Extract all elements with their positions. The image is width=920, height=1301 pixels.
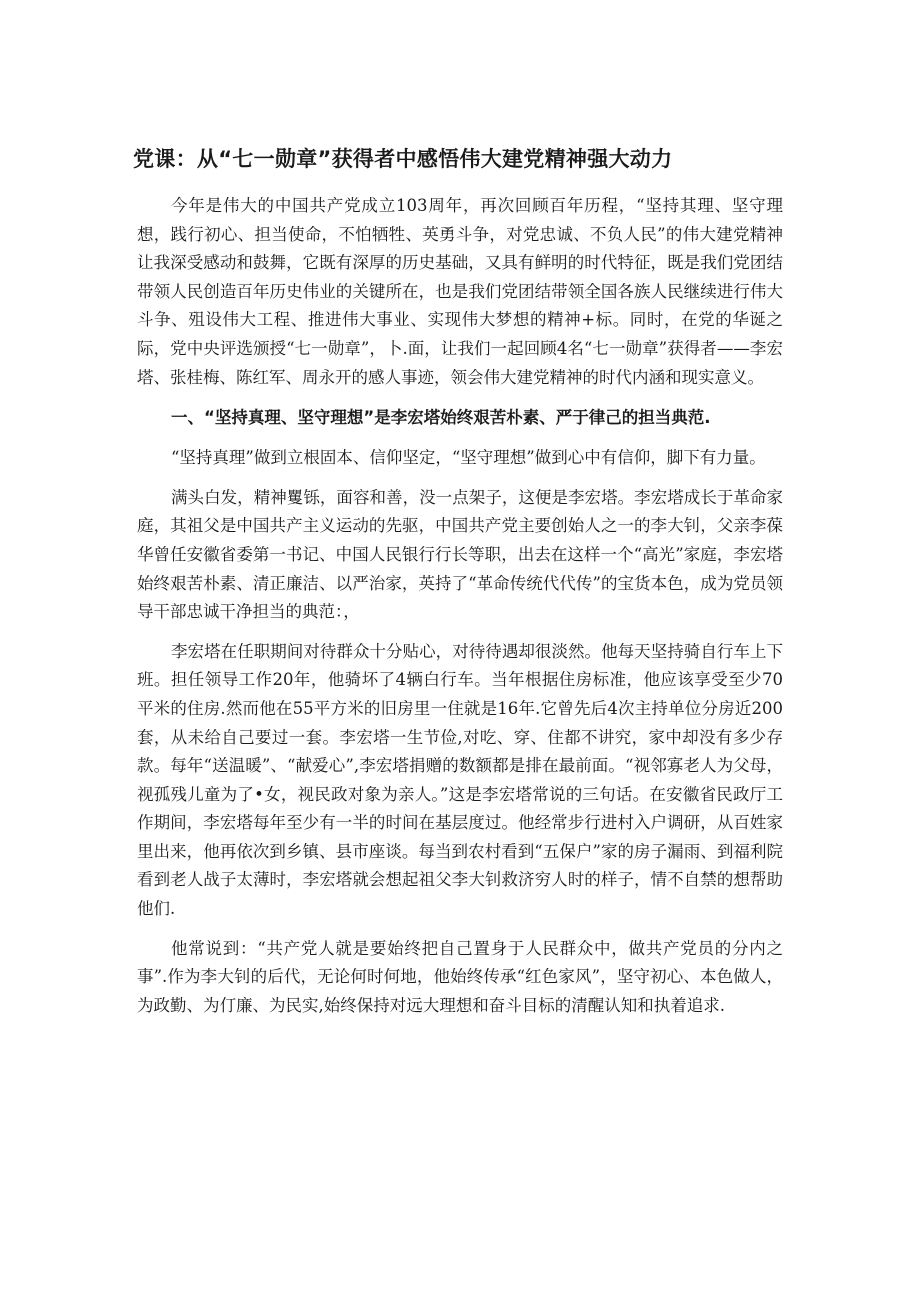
body-paragraph-3: 李宏塔在任职期间对待群众十分贴心，对待待遇却很淡然。他每天坚持骑自行车上下班。担任领导工作20年，他骑坏了4辆白行车。当年根据住房标准，他应该享受至少70平米的住房.然而他在55平方米的旧房里一住就是16年.它曾先后4次主持单位分房近200套，从未给自己要过一套。李宏塔一生节俭,对吃、穿、住都不讲究，家中却没有多少存款。每年“送温暖”、“献爱心”,李宏塔捐赠的数额都是排在最前面。“视邻寡老人为父母，视孤残儿童为了•女，视民政对象为亲人。”这是李宏塔常说的三句话。在安徽省民政厅工作期间，李宏塔每年至少有一半的时间在基层度过。他经常步行进村入户调研，从百姓家里出来，他再依次到乡镇、县市座谈。每当到农村看到“五保户”家的房子漏雨、到福利院看到老人战子太薄时，李宏塔就会想起祖父李大钊救济穷人时的样子，情不自禁的想帮助他们. (137, 641, 783, 919)
body-paragraph-2: 满头白发，精神矍铄，面容和善，没一点架子，这便是李宏塔。李宏塔成长于革命家庭，其祖父是中国共产主义运动的先驱，中国共产党主要创始人之一的李大钊，父亲李葆华曾任安徽省委第一书记、中国人民银行行长等职，出去在这样一个“高光”家庭，李宏塔始终艰苦朴素、清正廉洁、以严治家，英持了“革命传统代代传”的宝货本色，成为党员领导干部忠诚干净担当的典范：， (137, 487, 783, 622)
document-body (137, 192, 783, 1031)
document-title: 党课：从“七一勋章”获得者中感悟伟大建党精神强大动力 (133, 147, 673, 171)
section-heading-1: 一、“坚持真理、坚守理想”是李宏塔始终艰苦朴素、严于律己的担当典范. (171, 408, 711, 428)
body-paragraph-1: “坚持真理”做到立根固本、信仰坚定，“坚守理想”做到心中有信仰，脚下有力量。 (171, 448, 766, 468)
intro-paragraph: 今年是伟大的中国共产党成立103周年，再次回顾百年历程，“坚持其理、坚守理想，践行初心、担当使命，不怕牺牲、英勇斗争，对党忠诚、不负人民”的伟大建党精神让我深受感动和鼓舞，它既有深厚的历史基础，又具有鲜明的时代特征，既是我们党团结带领人民创造百年历史伟业的关键所在，也是我们党团结带领全国各族人民继续进行伟大斗争、殂设伟大工程、推进伟大事业、实现伟大梦想的精神+标。同时，在党的华诞之际，党中央评选颁授“七一勋章”，卜.面，让我们一起回顾4名“七一勋章”获得者——李宏塔、张桂梅、陈红军、周永开的感人事迹，领会伟大建党精神的时代内涵和现实意义。 (137, 196, 783, 387)
body-paragraph-4: 他常说到：“共产党人就是要始终把自己置身于人民群众中，做共产党员的分内之事”.作为李大钊的后代，无论何时何地，他始终传承“红色家风”，坚守初心、本色做人，为政勤、为仃廉、为民实,始终保持对远大理想和奋斗目标的清醒认知和执着追求. (137, 938, 783, 1015)
